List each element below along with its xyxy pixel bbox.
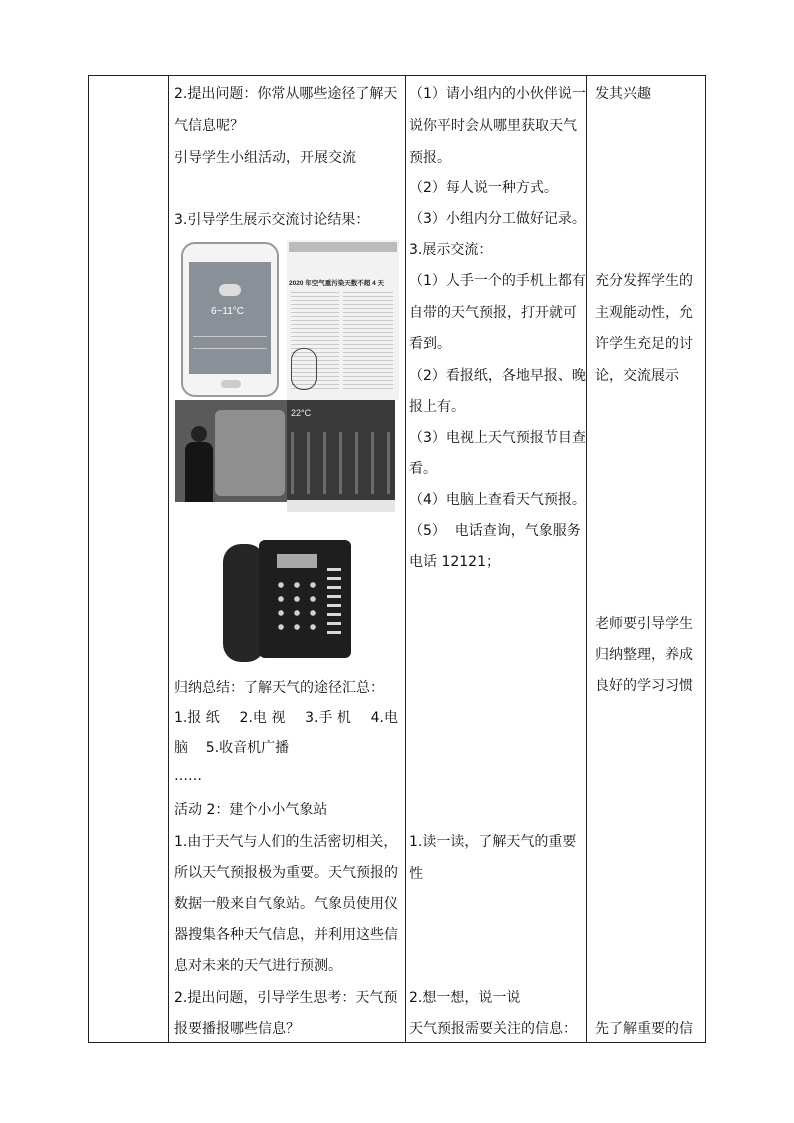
intent-line: 良好的学习习惯 [595, 678, 693, 694]
student-line: 报上有。 [409, 399, 465, 415]
question-line-1: 2.提出问题：你常从哪些途径了解天 [174, 86, 398, 102]
summary-item: 3.手 机 [305, 710, 351, 726]
student-line: （3）电视上天气预报节目查 [409, 430, 586, 446]
activity-2-title: 活动 2：建个小小气象站 [174, 802, 328, 818]
student-line: 1.读一读，了解天气的重要 [409, 834, 577, 850]
student-line: （2）每人说一种方式。 [409, 180, 558, 196]
paragraph-line: 息对未来的天气进行预测。 [174, 958, 342, 974]
lesson-plan-table [88, 75, 706, 1043]
student-line: （2）看报纸，各地早报、晚 [409, 368, 586, 384]
intent-line: 主观能动性，允 [595, 305, 693, 321]
paragraph-line: 1.由于天气与人们的生活密切相关， [174, 834, 398, 850]
question-line-2: 气信息呢？ [174, 118, 244, 134]
intent-line: 先了解重要的信 [595, 1021, 693, 1037]
paragraph-line: 数据一般来自气象站。气象员使用仪 [174, 896, 398, 912]
intent-line: 发其兴趣 [595, 86, 651, 102]
phone-keypad [273, 578, 321, 634]
student-activity-column [406, 76, 586, 1042]
telephone-image [219, 532, 355, 666]
intent-line: 充分发挥学生的 [595, 273, 693, 289]
tablet-weather-image [287, 400, 395, 512]
student-line: （3）小组内分工做好记录。 [409, 211, 586, 227]
intent-line: 论，交流展示 [595, 368, 679, 384]
phone-display [277, 554, 317, 568]
teacher-activity-column [169, 76, 405, 1042]
paragraph-line: 器搜集各种天气信息，并利用这些信 [174, 927, 398, 943]
presenter-body [185, 442, 213, 502]
tv-forecast-image [175, 400, 287, 502]
intent-line: 归纳整理，养成 [595, 647, 693, 663]
phone-weather-image [179, 240, 283, 400]
summary-line-2: 脑 5.收音机广播 [174, 740, 290, 756]
guide-line: 引导学生小组活动，开展交流 [174, 150, 356, 166]
student-line: 性 [409, 866, 423, 882]
student-line: 2.想一想，说一说 [409, 990, 521, 1006]
summary-item: 1.报 纸 [174, 710, 220, 726]
student-line: 电话 12121； [409, 554, 500, 570]
student-line: （5） 电话查询，气象服务 [409, 523, 581, 539]
summary-title: 归纳总结：了解天气的途径汇总： [174, 680, 384, 696]
question-line: 报要播报哪些信息？ [174, 1021, 300, 1037]
student-line: 天气预报需要关注的信息： [409, 1021, 577, 1037]
ellipsis: …… [174, 768, 202, 784]
show-results-line: 3.引导学生展示交流讨论结果： [174, 212, 370, 228]
design-intent-column [587, 76, 707, 1042]
summary-items [174, 708, 398, 728]
student-line: 预报。 [409, 150, 451, 166]
summary-item: 2.电 视 [239, 710, 286, 726]
newspaper-image [287, 240, 399, 400]
intent-line: 老师要引导学生 [595, 616, 693, 632]
student-line: （1）请小组内的小伙伴说一 [409, 86, 586, 102]
student-line: （4）电脑上查看天气预报。 [409, 492, 586, 508]
student-line: 自带的天气预报，打开就可 [409, 305, 577, 321]
intent-line: 许学生充足的讨 [595, 336, 693, 352]
cloud-icon [219, 284, 241, 296]
student-line: 看到。 [409, 336, 451, 352]
presenter-head [191, 426, 207, 442]
summary-item: 4.电 [370, 710, 398, 726]
phone-temperature: 6~11°C [211, 306, 245, 317]
question-line: 2.提出问题，引导学生思考：天气预 [174, 990, 398, 1006]
newspaper-headline: 2020 年空气重污染天数不超 4 天 [289, 280, 384, 287]
phone-base [259, 540, 351, 658]
student-line: （1）人手一个的手机上都有 [409, 273, 586, 289]
student-line: 说你平时会从哪里获取天气 [409, 118, 577, 134]
student-line: 3.展示交流： [409, 242, 493, 258]
tablet-temperature: 22°C [291, 408, 312, 418]
student-line: 看。 [409, 461, 437, 477]
paragraph-line: 所以天气预报极为重要。天气预报的 [174, 865, 398, 881]
